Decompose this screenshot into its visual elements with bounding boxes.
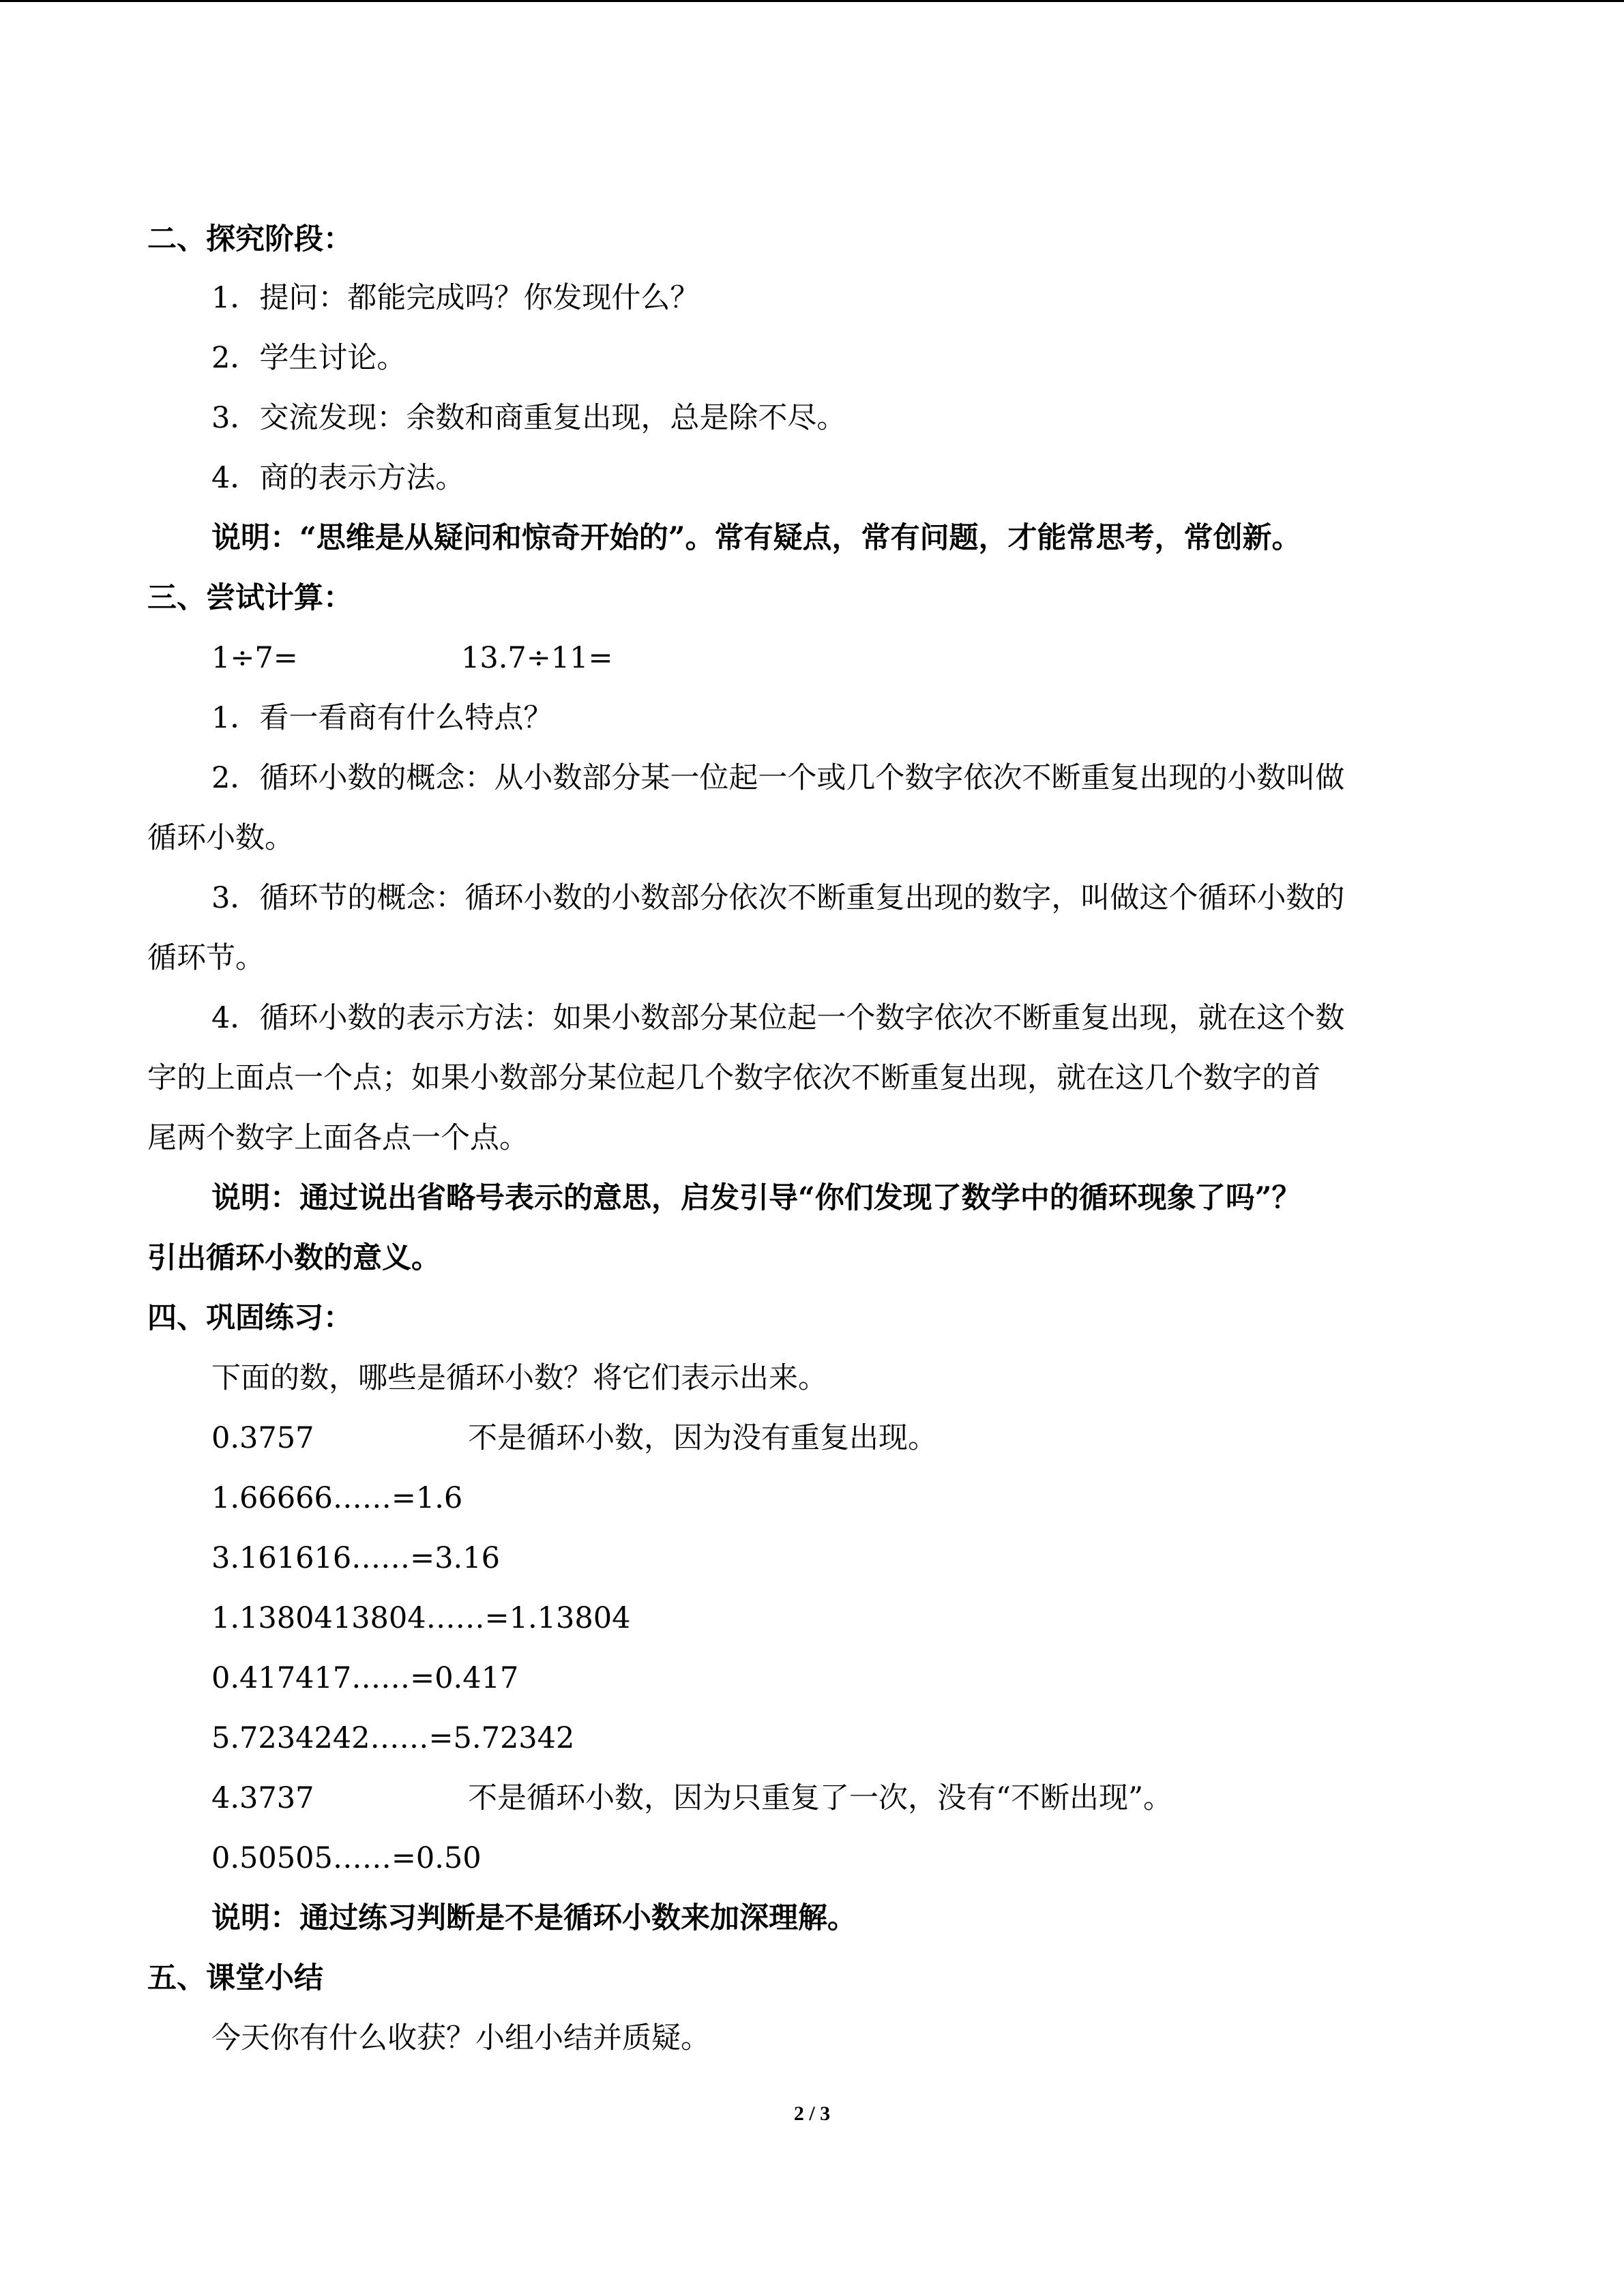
- section-2-item-2: 2．学生讨论。: [211, 341, 407, 375]
- section-5-text: 今天你有什么收获？小组小结并质疑。: [211, 2021, 710, 2055]
- exercise-6: 5.7234242……=5.72342: [211, 1721, 575, 1755]
- exercise-7-note: 不是循环小数，因为只重复了一次，没有“不断出现”。: [468, 1781, 1172, 1815]
- exercise-7-number: 4.3737: [211, 1781, 314, 1815]
- section-3-expr-2: 13.7÷11=: [461, 641, 613, 675]
- section-2-title: 二、探究阶段：: [147, 222, 353, 256]
- section-3-item-3-line-2: 循环节。: [147, 941, 265, 975]
- exercise-2: 1.66666……=1.6: [211, 1481, 463, 1515]
- section-3-expr-1: 1÷7=: [211, 641, 298, 675]
- section-3-item-1: 1．看一看商有什么特点？: [211, 701, 553, 735]
- page-number: 2 / 3: [793, 2102, 831, 2125]
- section-3-title: 三、尝试计算：: [147, 581, 353, 615]
- section-3-item-4-line-1: 4．循环小数的表示方法：如果小数部分某位起一个数字依次不断重复出现，就在这个数: [211, 1001, 1345, 1035]
- exercise-1-number: 0.3757: [211, 1421, 314, 1455]
- section-3-item-2-line-1: 2．循环小数的概念：从小数部分某一位起一个或几个数字依次不断重复出现的小数叫做: [211, 761, 1345, 795]
- section-2-item-1: 1．提问：都能完成吗？你发现什么？: [211, 281, 700, 315]
- section-3-item-4-line-2: 字的上面点一个点；如果小数部分某位起几个数字依次不断重复出现，就在这几个数字的首: [147, 1061, 1320, 1095]
- section-3-item-4-line-3: 尾两个数字上面各点一个点。: [147, 1121, 529, 1155]
- section-2-item-4: 4．商的表示方法。: [211, 461, 465, 495]
- section-4-title: 四、巩固练习：: [147, 1301, 353, 1335]
- section-3-note-line-1: 说明：通过说出省略号表示的意思，启发引导“你们发现了数学中的循环现象了吗”？: [211, 1181, 1301, 1215]
- section-4-intro: 下面的数，哪些是循环小数？将它们表示出来。: [211, 1361, 827, 1395]
- section-3-item-2-line-2: 循环小数。: [147, 821, 294, 855]
- section-3-note-line-2: 引出循环小数的意义。: [147, 1241, 441, 1275]
- exercise-4: 1.1380413804……=1.13804: [211, 1601, 631, 1635]
- exercise-1-note: 不是循环小数，因为没有重复出现。: [468, 1421, 937, 1455]
- exercise-5: 0.417417……=0.417: [211, 1661, 519, 1695]
- section-3-item-3-line-1: 3．循环节的概念：循环小数的小数部分依次不断重复出现的数字，叫做这个循环小数的: [211, 881, 1345, 915]
- exercise-3: 3.161616……=3.16: [211, 1541, 500, 1575]
- section-2-note: 说明：“思维是从疑问和惊奇开始的”。常有疑点，常有问题，才能常思考，常创新。: [211, 521, 1301, 555]
- section-5-title: 五、课堂小结: [147, 1961, 323, 1995]
- exercise-8: 0.50505……=0.50: [211, 1841, 482, 1875]
- section-2-item-3: 3．交流发现：余数和商重复出现，总是除不尽。: [211, 401, 846, 435]
- section-4-note: 说明：通过练习判断是不是循环小数来加深理解。: [211, 1901, 857, 1935]
